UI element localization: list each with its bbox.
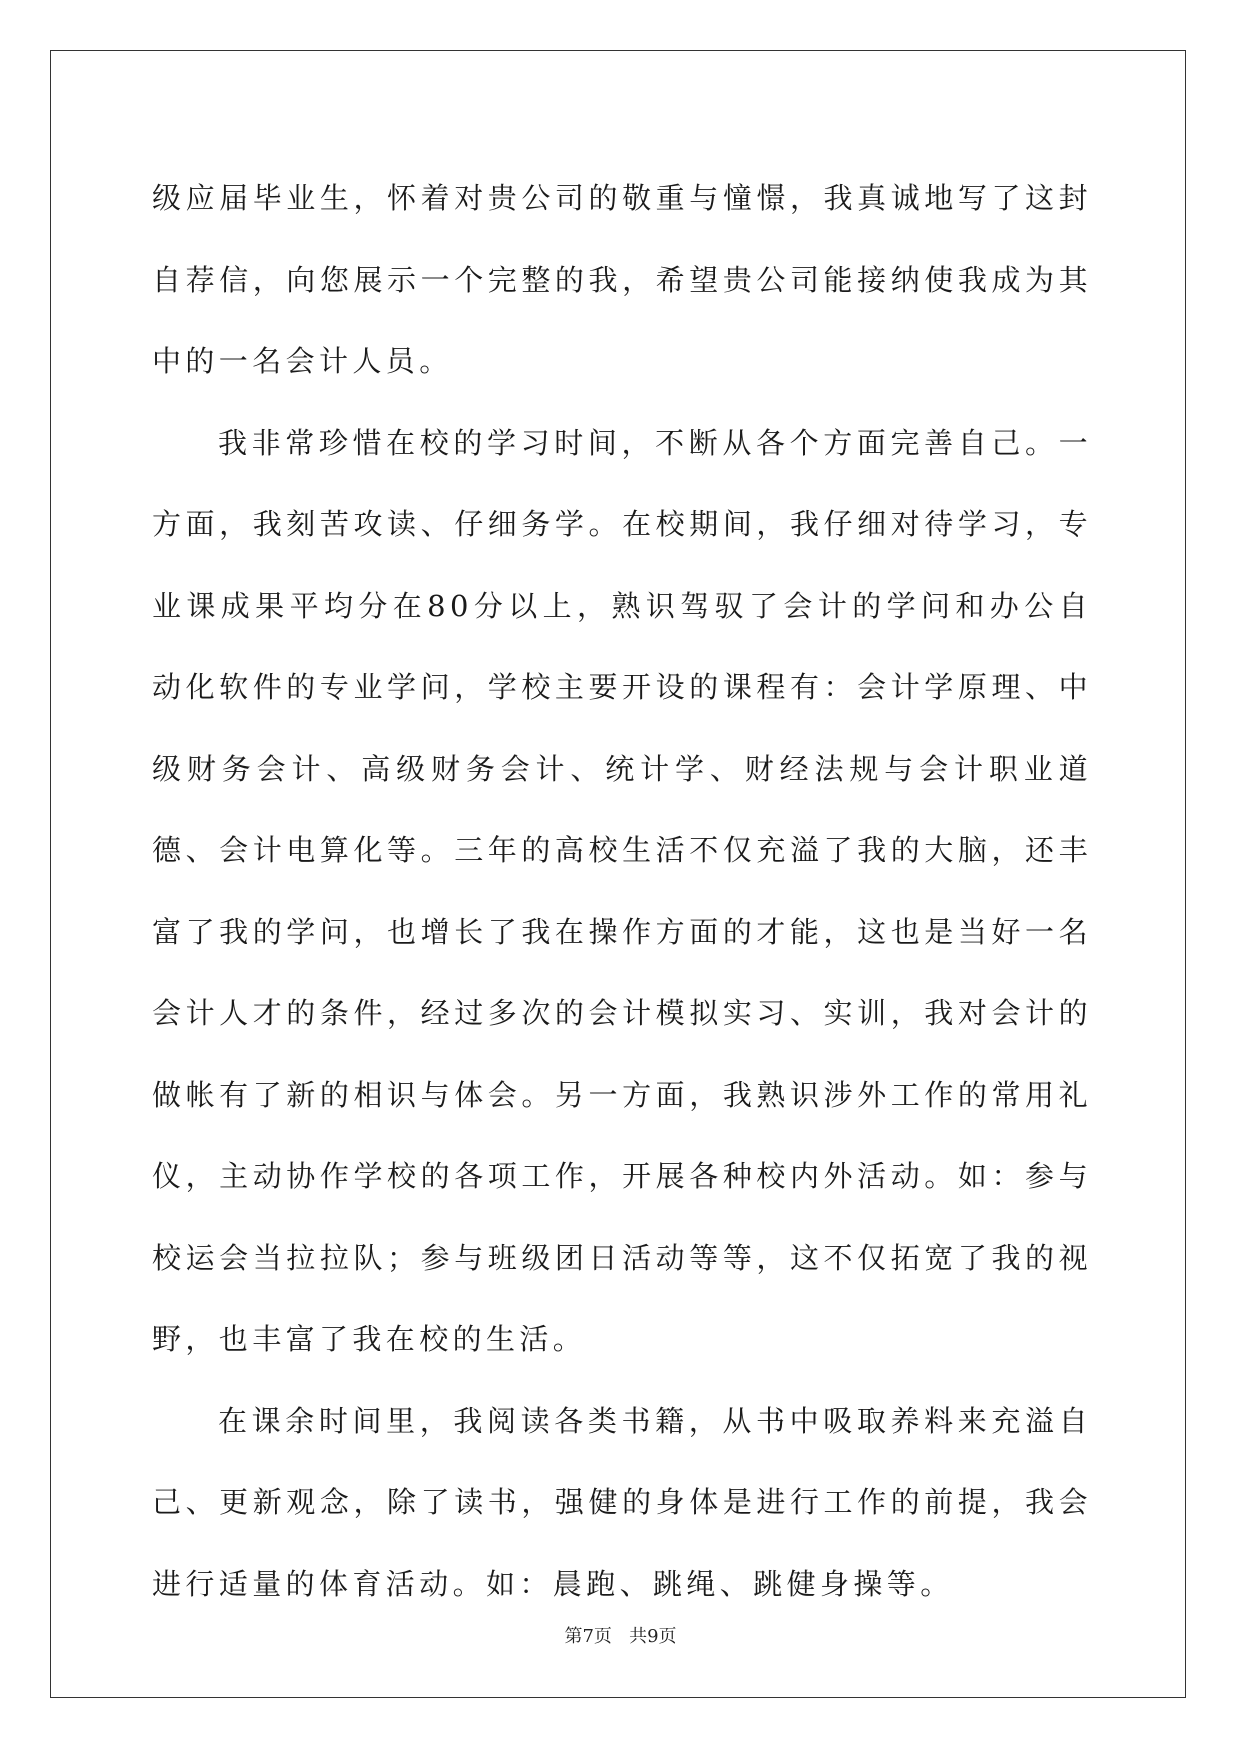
total-pages: 共9页: [629, 1626, 677, 1647]
paragraph-2: 我非常珍惜在校的学习时间，不断从各个方面完善自己。一方面，我刻苦攻读、仔细务学。在校期间，我仔细对待学习，专业课成果平均分在80分以上，熟识驾驭了会计的学问和办公自动化软件的专业学问，学校主要开设的课程有：会计学原理、中级财务会计、高级财务会计、统计学、财经法规与会计职业道德、会计电算化等。三年的高校生活不仅充溢了我的大脑，还丰富了我的学问，也增长了我在操作方面的才能，这也是当好一名会计人才的条件，经过多次的会计模拟实习、实训，我对会计的做帐有了新的相识与体会。另一方面，我熟识涉外工作的常用礼仪，主动协作学校的各项工作，开展各种校内外活动。如：参与校运会当拉拉队；参与班级团日活动等等，这不仅拓宽了我的视野，也丰富了我在校的生活。: [152, 425, 1092, 1356]
page-number: 第7页: [564, 1626, 612, 1647]
page-footer: [0, 1622, 1241, 1648]
paragraph-3: 在课余时间里，我阅读各类书籍，从书中吸取养料来充溢自己、更新观念，除了读书，强健的身体是进行工作的前提，我会进行适量的体育活动。如：晨跑、跳绳、跳健身操等。: [152, 1403, 1092, 1601]
paragraph-1: 级应届毕业生，怀着对贵公司的敬重与憧憬，我真诚地写了这封自荐信，向您展示一个完整的我，希望贵公司能接纳使我成为其中的一名会计人员。: [152, 181, 1092, 378]
document-body: [152, 158, 1092, 1625]
